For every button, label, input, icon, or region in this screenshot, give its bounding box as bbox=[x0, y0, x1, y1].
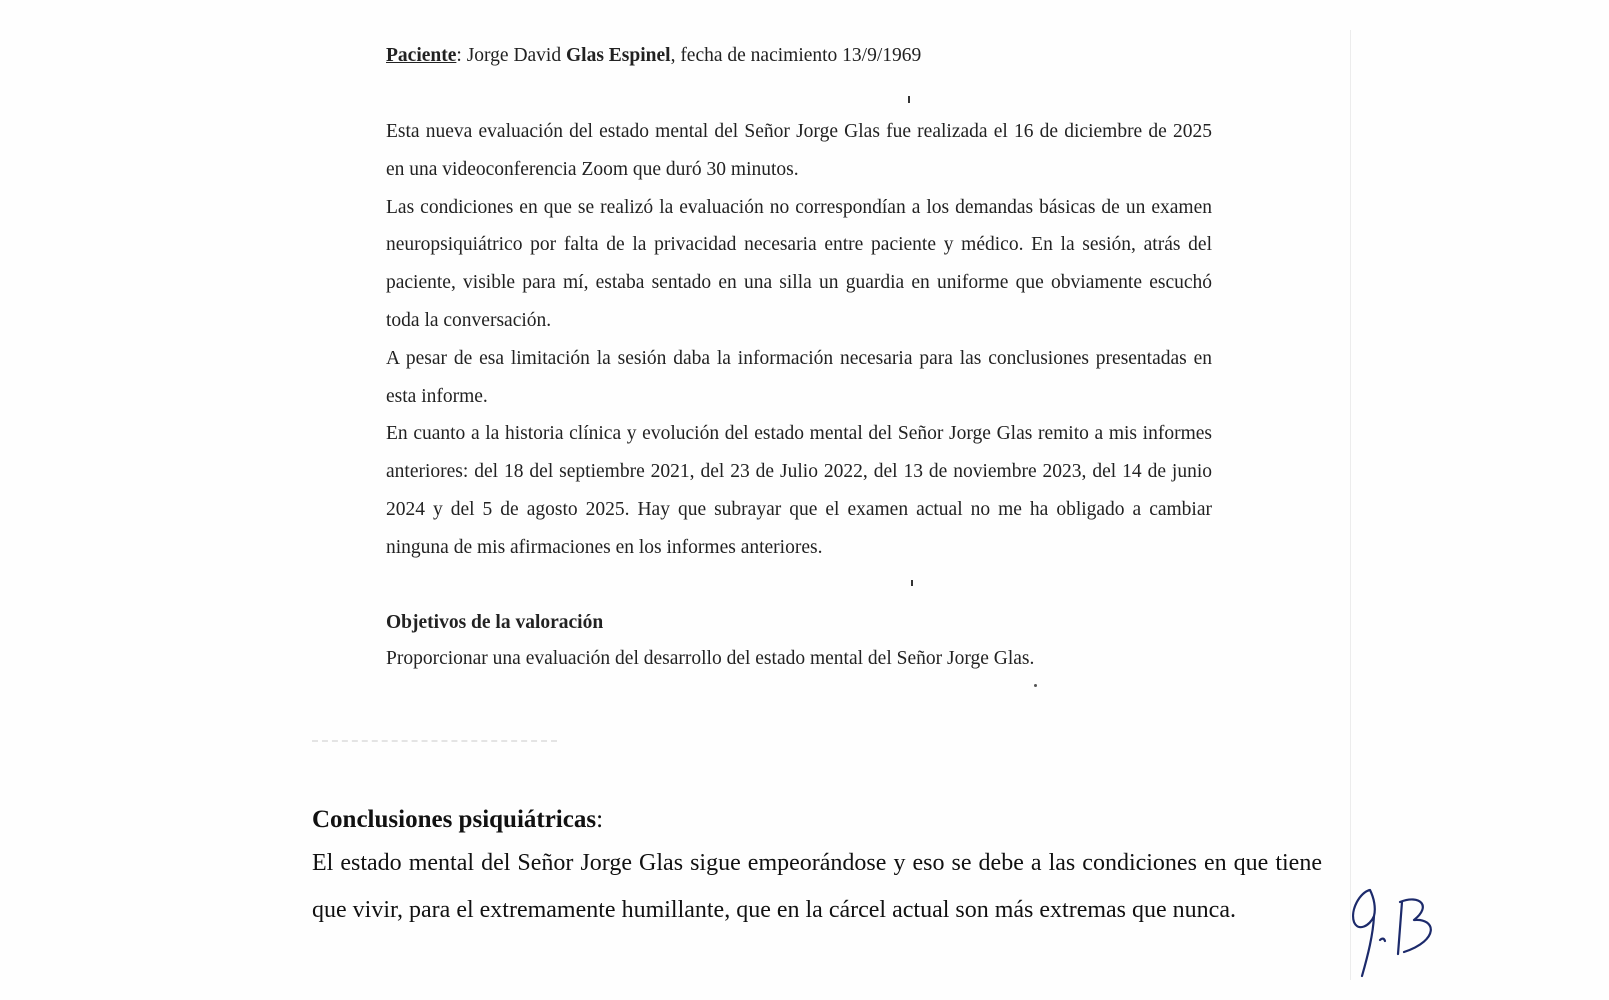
objectives-text: Proporcionar una evaluación del desarrollo del estado mental del Señor Jorge Glas. bbox=[386, 648, 1035, 669]
conclusions-text: El estado mental del Señor Jorge Glas sigue empeorándose y eso se debe a las condiciones en que tiene que vivir, para el extremamente humillante, que en la cárcel actual son más extremas que nunca. bbox=[312, 850, 1322, 923]
scan-mark bbox=[908, 96, 910, 103]
patient-surname: Glas Espinel bbox=[565, 45, 671, 66]
faded-separator bbox=[312, 740, 557, 742]
conclusions-heading-colon: : bbox=[596, 806, 604, 833]
evaluation-paragraph: En cuanto a la historia clínica y evolución del estado mental del Señor Jorge Glas remito a mis informes anteriores: del 18 del septiembre 2021, del 23 de Julio 2022, del 13 de noviembre 2023, del 14 de junio 2024 y del 5 de agosto 2025. Hay que subrayar que el examen actual no me ha obligado a cambiar ninguna de mis afirmaciones en los informes anteriores. bbox=[386, 423, 1212, 558]
evaluation-paragraph: Las condiciones en que se realizó la evaluación no correspondían a los demandas básicas de un examen neuropsiquiátrico por falta de la privacidad necesaria entre paciente y médico. En la sesión, atrás del paciente, visible para mí, estaba sentado en una silla un guardia en uniforme que obviamente escuchó toda la conversación. bbox=[386, 196, 1212, 331]
page-edge-line bbox=[1350, 30, 1351, 980]
patient-header bbox=[386, 38, 1212, 74]
conclusions-heading-text: Conclusiones psiquiátricas bbox=[312, 806, 597, 833]
evaluation-body bbox=[386, 113, 1212, 567]
patient-label-colon: : bbox=[456, 45, 462, 66]
evaluation-paragraph: A pesar de esa limitación la sesión daba la información necesaria para las conclusiones presentadas en esta informe. bbox=[386, 347, 1212, 407]
conclusions-section bbox=[312, 800, 1322, 934]
patient-birth-date: , fecha de nacimiento 13/9/1969 bbox=[670, 45, 922, 66]
evaluation-paragraph: Esta nueva evaluación del estado mental del Señor Jorge Glas fue realizada el 16 de diciembre de 2025 en una videoconferencia Zoom que duró 30 minutos. bbox=[386, 121, 1212, 180]
patient-name-first: Jorge David bbox=[466, 45, 566, 66]
objectives-section bbox=[386, 605, 1212, 677]
handwritten-initials-signature bbox=[1340, 880, 1450, 980]
scan-mark bbox=[911, 580, 913, 586]
objectives-heading: Objetivos de la valoración bbox=[386, 612, 604, 633]
patient-line bbox=[386, 38, 1212, 74]
conclusions-heading bbox=[312, 800, 1322, 840]
scan-speck bbox=[1034, 684, 1037, 687]
patient-label: Paciente bbox=[386, 45, 457, 66]
